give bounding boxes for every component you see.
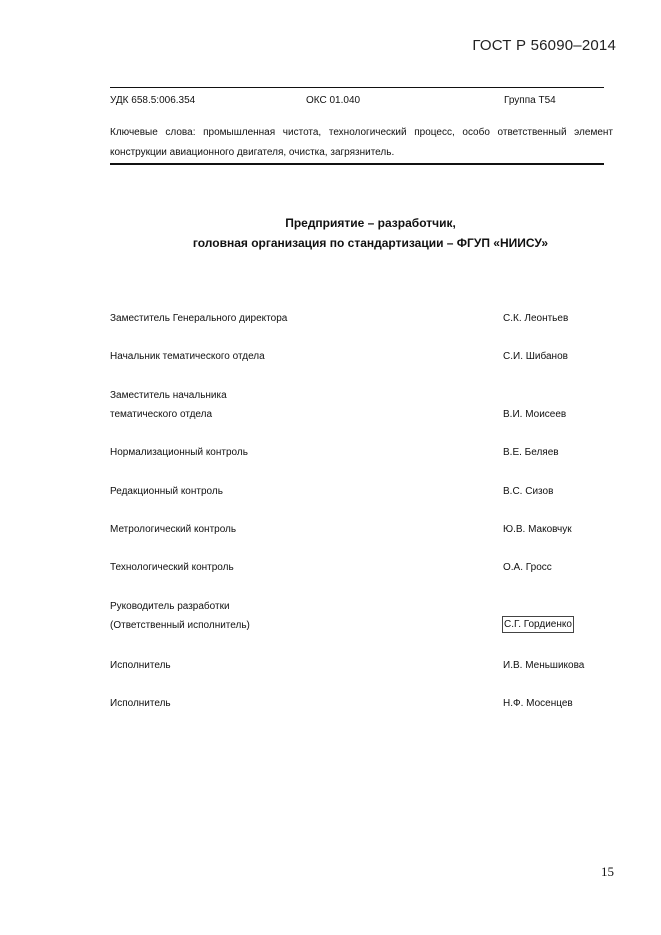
signatory-role	[110, 597, 470, 635]
heading-line-1: Предприятие – разработчик,	[285, 216, 456, 230]
signatory-name: Ю.В. Маковчук	[503, 524, 572, 535]
signatory-role-line: Руководитель разработки	[110, 601, 230, 612]
heading-line-2: головная организация по стандартизации – ФГУП «НИИСУ»	[192, 236, 549, 250]
signatory-row	[110, 386, 604, 424]
udk-code: УДК 658.5:006.354	[110, 95, 196, 106]
bottom-rule	[110, 163, 604, 165]
page-number: 15	[601, 864, 614, 879]
signatory-name: С.Г. Гордиенко	[502, 616, 574, 633]
signatory-name: И.В. Меньшикова	[503, 660, 585, 671]
signatory-role-line: (Ответственный исполнитель)	[110, 620, 250, 631]
signatory-row	[110, 347, 604, 366]
signatory-name: О.А. Гросс	[503, 562, 552, 573]
signatory-name: В.Е. Беляев	[503, 447, 559, 458]
signatory-role-line: Метрологический контроль	[110, 524, 237, 535]
signatory-role-line: Нормализационный контроль	[110, 447, 248, 458]
signatory-name: С.К. Леонтьев	[503, 313, 569, 324]
standard-number: ГОСТ Р 56090–2014	[472, 37, 616, 54]
signatory-role-line: Начальник тематического отдела	[110, 351, 265, 362]
signatory-role	[110, 443, 470, 462]
signatory-list	[110, 309, 604, 713]
top-rule	[110, 87, 604, 88]
developer-heading	[0, 213, 661, 253]
signatory-row	[110, 558, 604, 577]
signatory-name: С.И. Шибанов	[503, 351, 568, 362]
signatory-row	[110, 656, 604, 675]
signatory-role	[110, 347, 470, 366]
signatory-name: В.И. Моисеев	[503, 409, 567, 420]
signatory-role	[110, 386, 470, 424]
signatory-role	[110, 656, 470, 675]
signatory-role	[110, 520, 470, 539]
signatory-role-line: тематического отдела	[110, 409, 213, 420]
signatory-role	[110, 558, 470, 577]
signatory-role-line: Исполнитель	[110, 660, 171, 671]
oks-code: ОКС 01.040	[306, 95, 361, 106]
classification-row	[110, 95, 604, 109]
signatory-name: Н.Ф. Мосенцев	[503, 698, 573, 709]
signatory-role-line: Заместитель Генерального директора	[110, 313, 288, 324]
keywords-text: Ключевые слова: промышленная чистота, технологический процесс, особо ответственный элемент конструкции авиационного двигателя, очистка, загрязнитель.	[110, 127, 613, 158]
signatory-row	[110, 597, 604, 635]
signatory-row	[110, 309, 604, 328]
signatory-row	[110, 443, 604, 462]
signatory-role	[110, 309, 470, 328]
signatory-row	[110, 482, 604, 501]
signatory-role-line: Редакционный контроль	[110, 486, 223, 497]
signatory-name: В.С. Сизов	[503, 486, 554, 497]
signatory-row	[110, 520, 604, 539]
signatory-role-line: Технологический контроль	[110, 562, 234, 573]
signatory-role-line: Исполнитель	[110, 698, 171, 709]
signatory-role-line: Заместитель начальника	[110, 390, 227, 401]
signatory-row	[110, 694, 604, 713]
group-code: Группа Т54	[504, 95, 556, 106]
signatory-role	[110, 694, 470, 713]
signatory-role	[110, 482, 470, 501]
